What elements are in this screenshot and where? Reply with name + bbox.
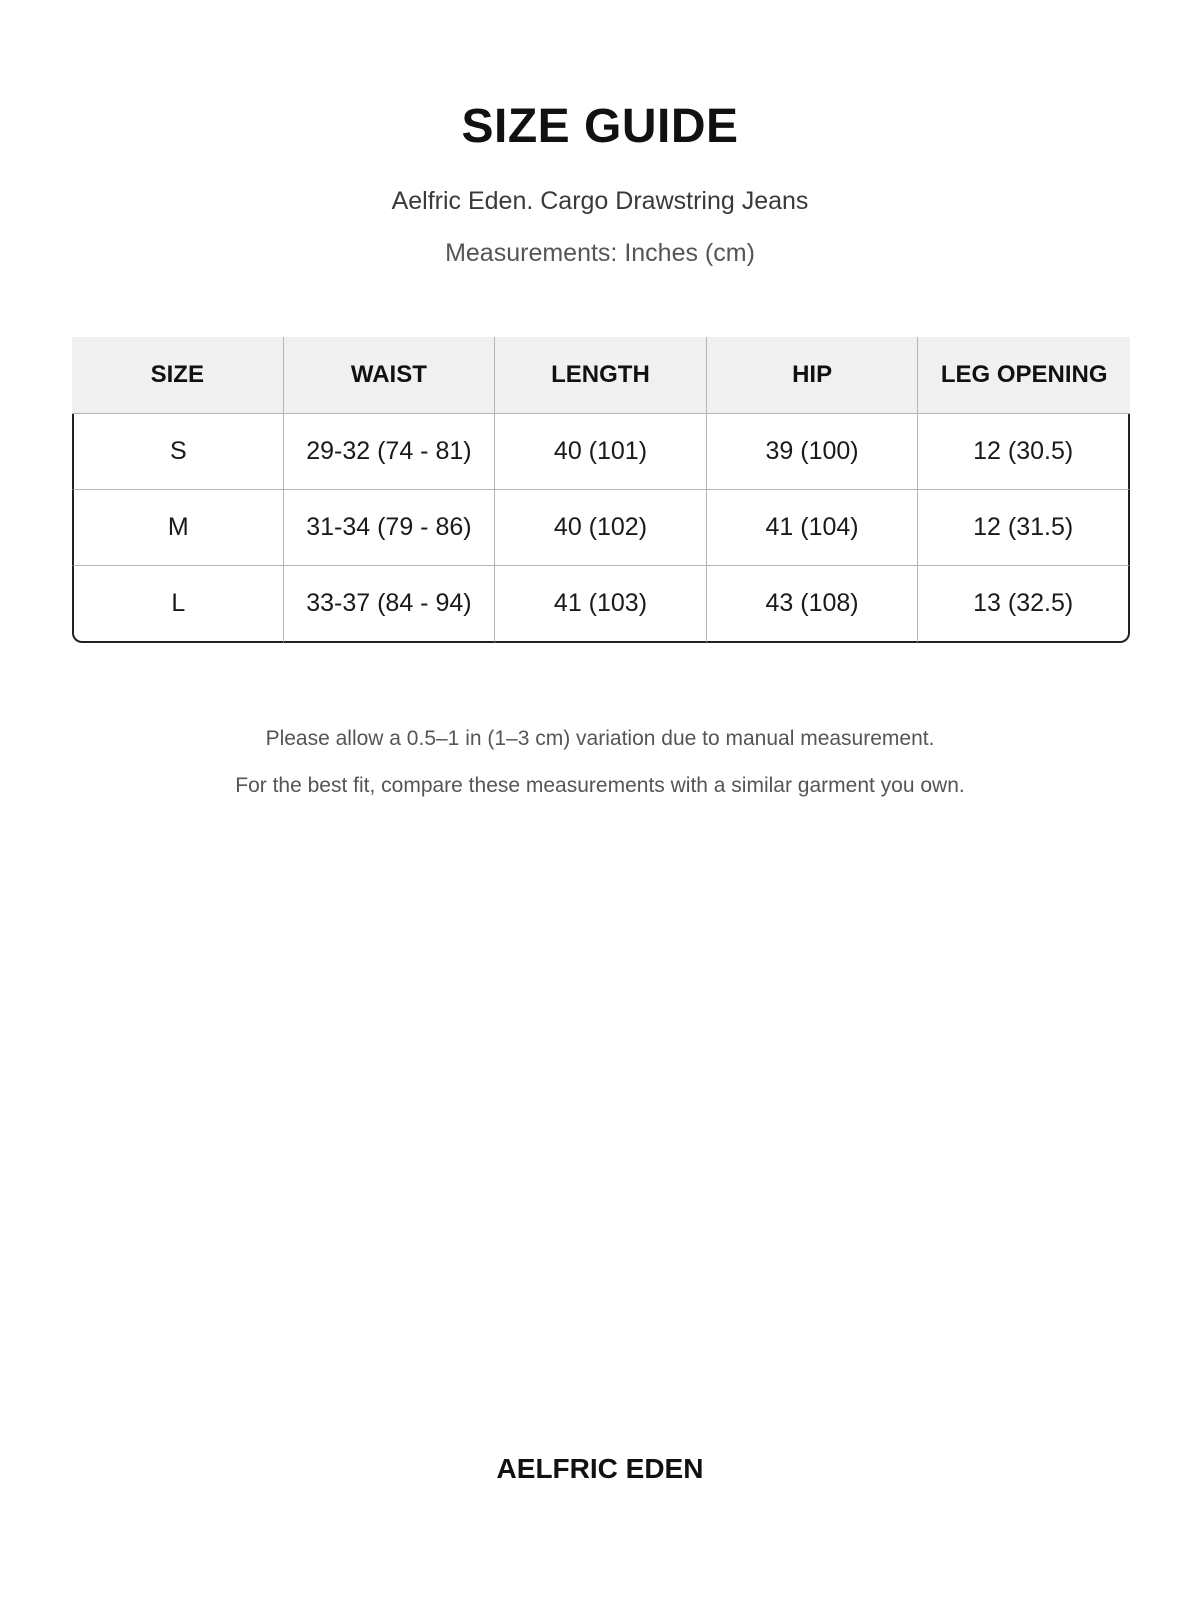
cell-size: L	[72, 566, 284, 643]
column-header-leg-opening: LEG OPENING	[918, 337, 1130, 414]
cell-length: 41 (103)	[495, 566, 707, 643]
column-header-length: LENGTH	[495, 337, 707, 414]
measurement-variation-note: Please allow a 0.5–1 in (1–3 cm) variation due to manual measurement.	[265, 727, 935, 750]
column-header-waist: WAIST	[284, 337, 496, 414]
brand-footer: AELFRIC EDEN	[496, 1453, 704, 1484]
cell-leg-opening: 13 (32.5)	[918, 566, 1130, 643]
cell-hip: 41 (104)	[707, 490, 919, 566]
cell-leg-opening: 12 (30.5)	[918, 414, 1130, 490]
measurement-units: Measurements: Inches (cm)	[445, 239, 755, 267]
cell-waist: 29-32 (74 - 81)	[284, 414, 496, 490]
cell-length: 40 (102)	[495, 490, 707, 566]
cell-length: 40 (101)	[495, 414, 707, 490]
table-row	[72, 490, 1130, 566]
best-fit-note: For the best fit, compare these measurements with a similar garment you own.	[235, 774, 965, 797]
column-header-size: SIZE	[72, 337, 284, 414]
cell-waist: 33-37 (84 - 94)	[284, 566, 496, 643]
page-title: SIZE GUIDE	[461, 100, 739, 153]
cell-hip: 39 (100)	[707, 414, 919, 490]
cell-leg-opening: 12 (31.5)	[918, 490, 1130, 566]
column-header-hip: HIP	[707, 337, 919, 414]
cell-hip: 43 (108)	[707, 566, 919, 643]
cell-waist: 31-34 (79 - 86)	[284, 490, 496, 566]
table-row	[72, 414, 1130, 490]
cell-size: M	[72, 490, 284, 566]
size-table	[72, 337, 1130, 643]
table-row	[72, 566, 1130, 643]
table-header-row	[72, 337, 1130, 414]
size-table-container	[72, 337, 1130, 643]
cell-size: S	[72, 414, 284, 490]
product-name: Aelfric Eden. Cargo Drawstring Jeans	[391, 187, 809, 215]
